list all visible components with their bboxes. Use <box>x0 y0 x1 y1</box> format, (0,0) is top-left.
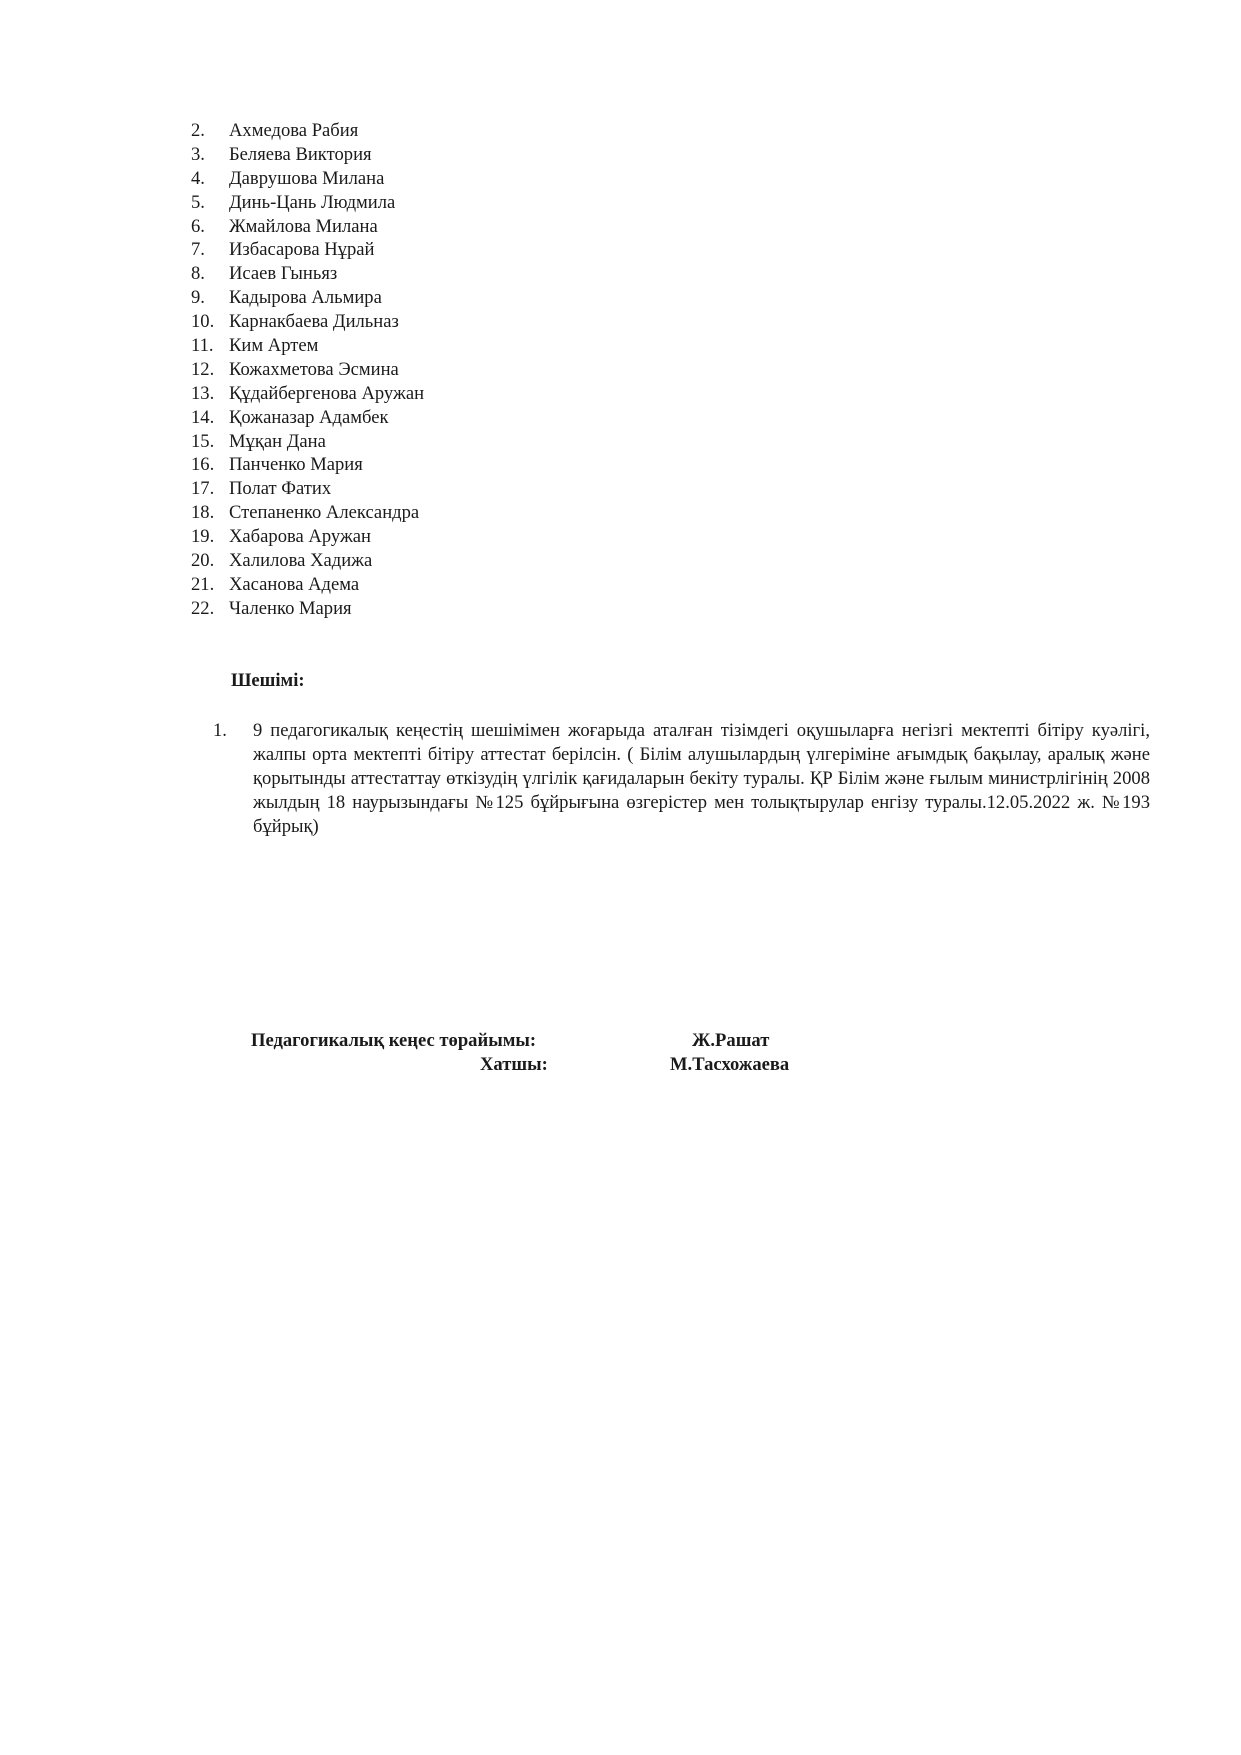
student-name: Кожахметова Эсмина <box>229 358 399 380</box>
student-name: Чаленко Мария <box>229 597 352 619</box>
student-number: 21. <box>191 573 215 595</box>
student-number: 18. <box>191 502 215 524</box>
student-list-item <box>191 358 424 382</box>
student-number: 4. <box>191 167 205 189</box>
student-name: Мұқан Дана <box>229 430 326 452</box>
student-name: Қожаназар Адамбек <box>229 406 389 428</box>
student-number: 7. <box>191 239 205 261</box>
student-list-item <box>191 262 424 286</box>
student-list-item <box>191 597 424 621</box>
student-list-item <box>191 477 424 501</box>
student-number: 10. <box>191 311 215 333</box>
student-name: Жмайлова Милана <box>229 215 378 237</box>
student-name: Ким Артем <box>229 335 319 357</box>
student-name: Степаненко Александра <box>229 502 420 524</box>
signature-secretary <box>251 1053 951 1077</box>
secretary-role: Хатшы: <box>480 1054 548 1075</box>
student-number: 3. <box>191 143 205 165</box>
student-name: Полат Фатих <box>229 478 332 500</box>
signature-block <box>251 1029 951 1077</box>
student-list-item <box>191 453 424 477</box>
student-list-item <box>191 406 424 430</box>
decision-item <box>213 719 1150 839</box>
student-name: Избасарова Нұрай <box>229 239 375 261</box>
student-list-item <box>191 167 424 191</box>
student-list-item <box>191 525 424 549</box>
chair-role: Педагогикалық кеңес төрайымы: <box>251 1030 537 1051</box>
student-list-item <box>191 334 424 358</box>
student-number: 14. <box>191 406 215 428</box>
student-name: Панченко Мария <box>229 454 363 476</box>
decision-item-text: 9 педагогикалық кеңестің шешімімен жоғарыда аталған тізімдегі оқушыларға негізгі мектепті бітіру куәлігі, жалпы орта мектепті бітіру аттестат берілсін. ( Білім алушылардың үлгеріміне ағымдық бақылау, аралық және қорытынды аттестаттау өткізудің үлгілік қағидаларын бекіту туралы. ҚР Білім және ғылым министрлігінің 2008 жылдың 18 наурызындағы №125 бұйрығына өзгерістер мен толықтырулар енгізу туралы.12.05.2022 ж. №193 бұйрық) <box>253 720 1150 837</box>
student-name: Халилова Хадижа <box>229 550 373 572</box>
student-number: 8. <box>191 263 205 285</box>
student-name: Даврушова Милана <box>229 167 385 189</box>
student-list-item <box>191 501 424 525</box>
student-list-item <box>191 286 424 310</box>
student-number: 22. <box>191 597 215 619</box>
student-number: 13. <box>191 382 215 404</box>
student-list-item <box>191 119 424 143</box>
chair-name: Ж.Рашат <box>692 1030 770 1051</box>
student-number: 9. <box>191 287 205 309</box>
student-name: Динь-Цань Людмила <box>229 191 396 213</box>
student-list-item <box>191 143 424 167</box>
student-list-item <box>191 430 424 454</box>
student-list-item <box>191 382 424 406</box>
student-name: Исаев Гыньяз <box>229 263 338 285</box>
student-number: 2. <box>191 120 205 141</box>
decision-item-number: 1. <box>213 720 227 741</box>
student-list-item <box>191 238 424 262</box>
student-number: 19. <box>191 526 215 548</box>
student-number: 16. <box>191 454 215 476</box>
secretary-name: М.Тасхожаева <box>670 1054 790 1075</box>
student-list <box>191 119 424 621</box>
student-number: 20. <box>191 550 215 572</box>
student-name: Ахмедова Рабия <box>229 120 359 141</box>
student-list-item <box>191 310 424 334</box>
student-list-item <box>191 215 424 239</box>
student-name: Хабарова Аружан <box>229 526 372 548</box>
student-list-item <box>191 573 424 597</box>
student-number: 17. <box>191 478 215 500</box>
student-list-item <box>191 191 424 215</box>
student-name: Құдайбергенова Аружан <box>229 382 425 404</box>
student-number: 11. <box>191 335 214 357</box>
student-number: 6. <box>191 215 205 237</box>
student-number: 5. <box>191 191 205 213</box>
decision-heading: Шешімі: <box>231 670 305 691</box>
student-name: Карнакбаева Дильназ <box>229 311 399 333</box>
student-name: Беляева Виктория <box>229 143 372 165</box>
signature-chair <box>251 1029 951 1053</box>
student-list-item <box>191 549 424 573</box>
student-name: Хасанова Адема <box>229 573 360 595</box>
student-number: 15. <box>191 430 215 452</box>
student-name: Кадырова Альмира <box>229 287 382 309</box>
student-number: 12. <box>191 358 215 380</box>
